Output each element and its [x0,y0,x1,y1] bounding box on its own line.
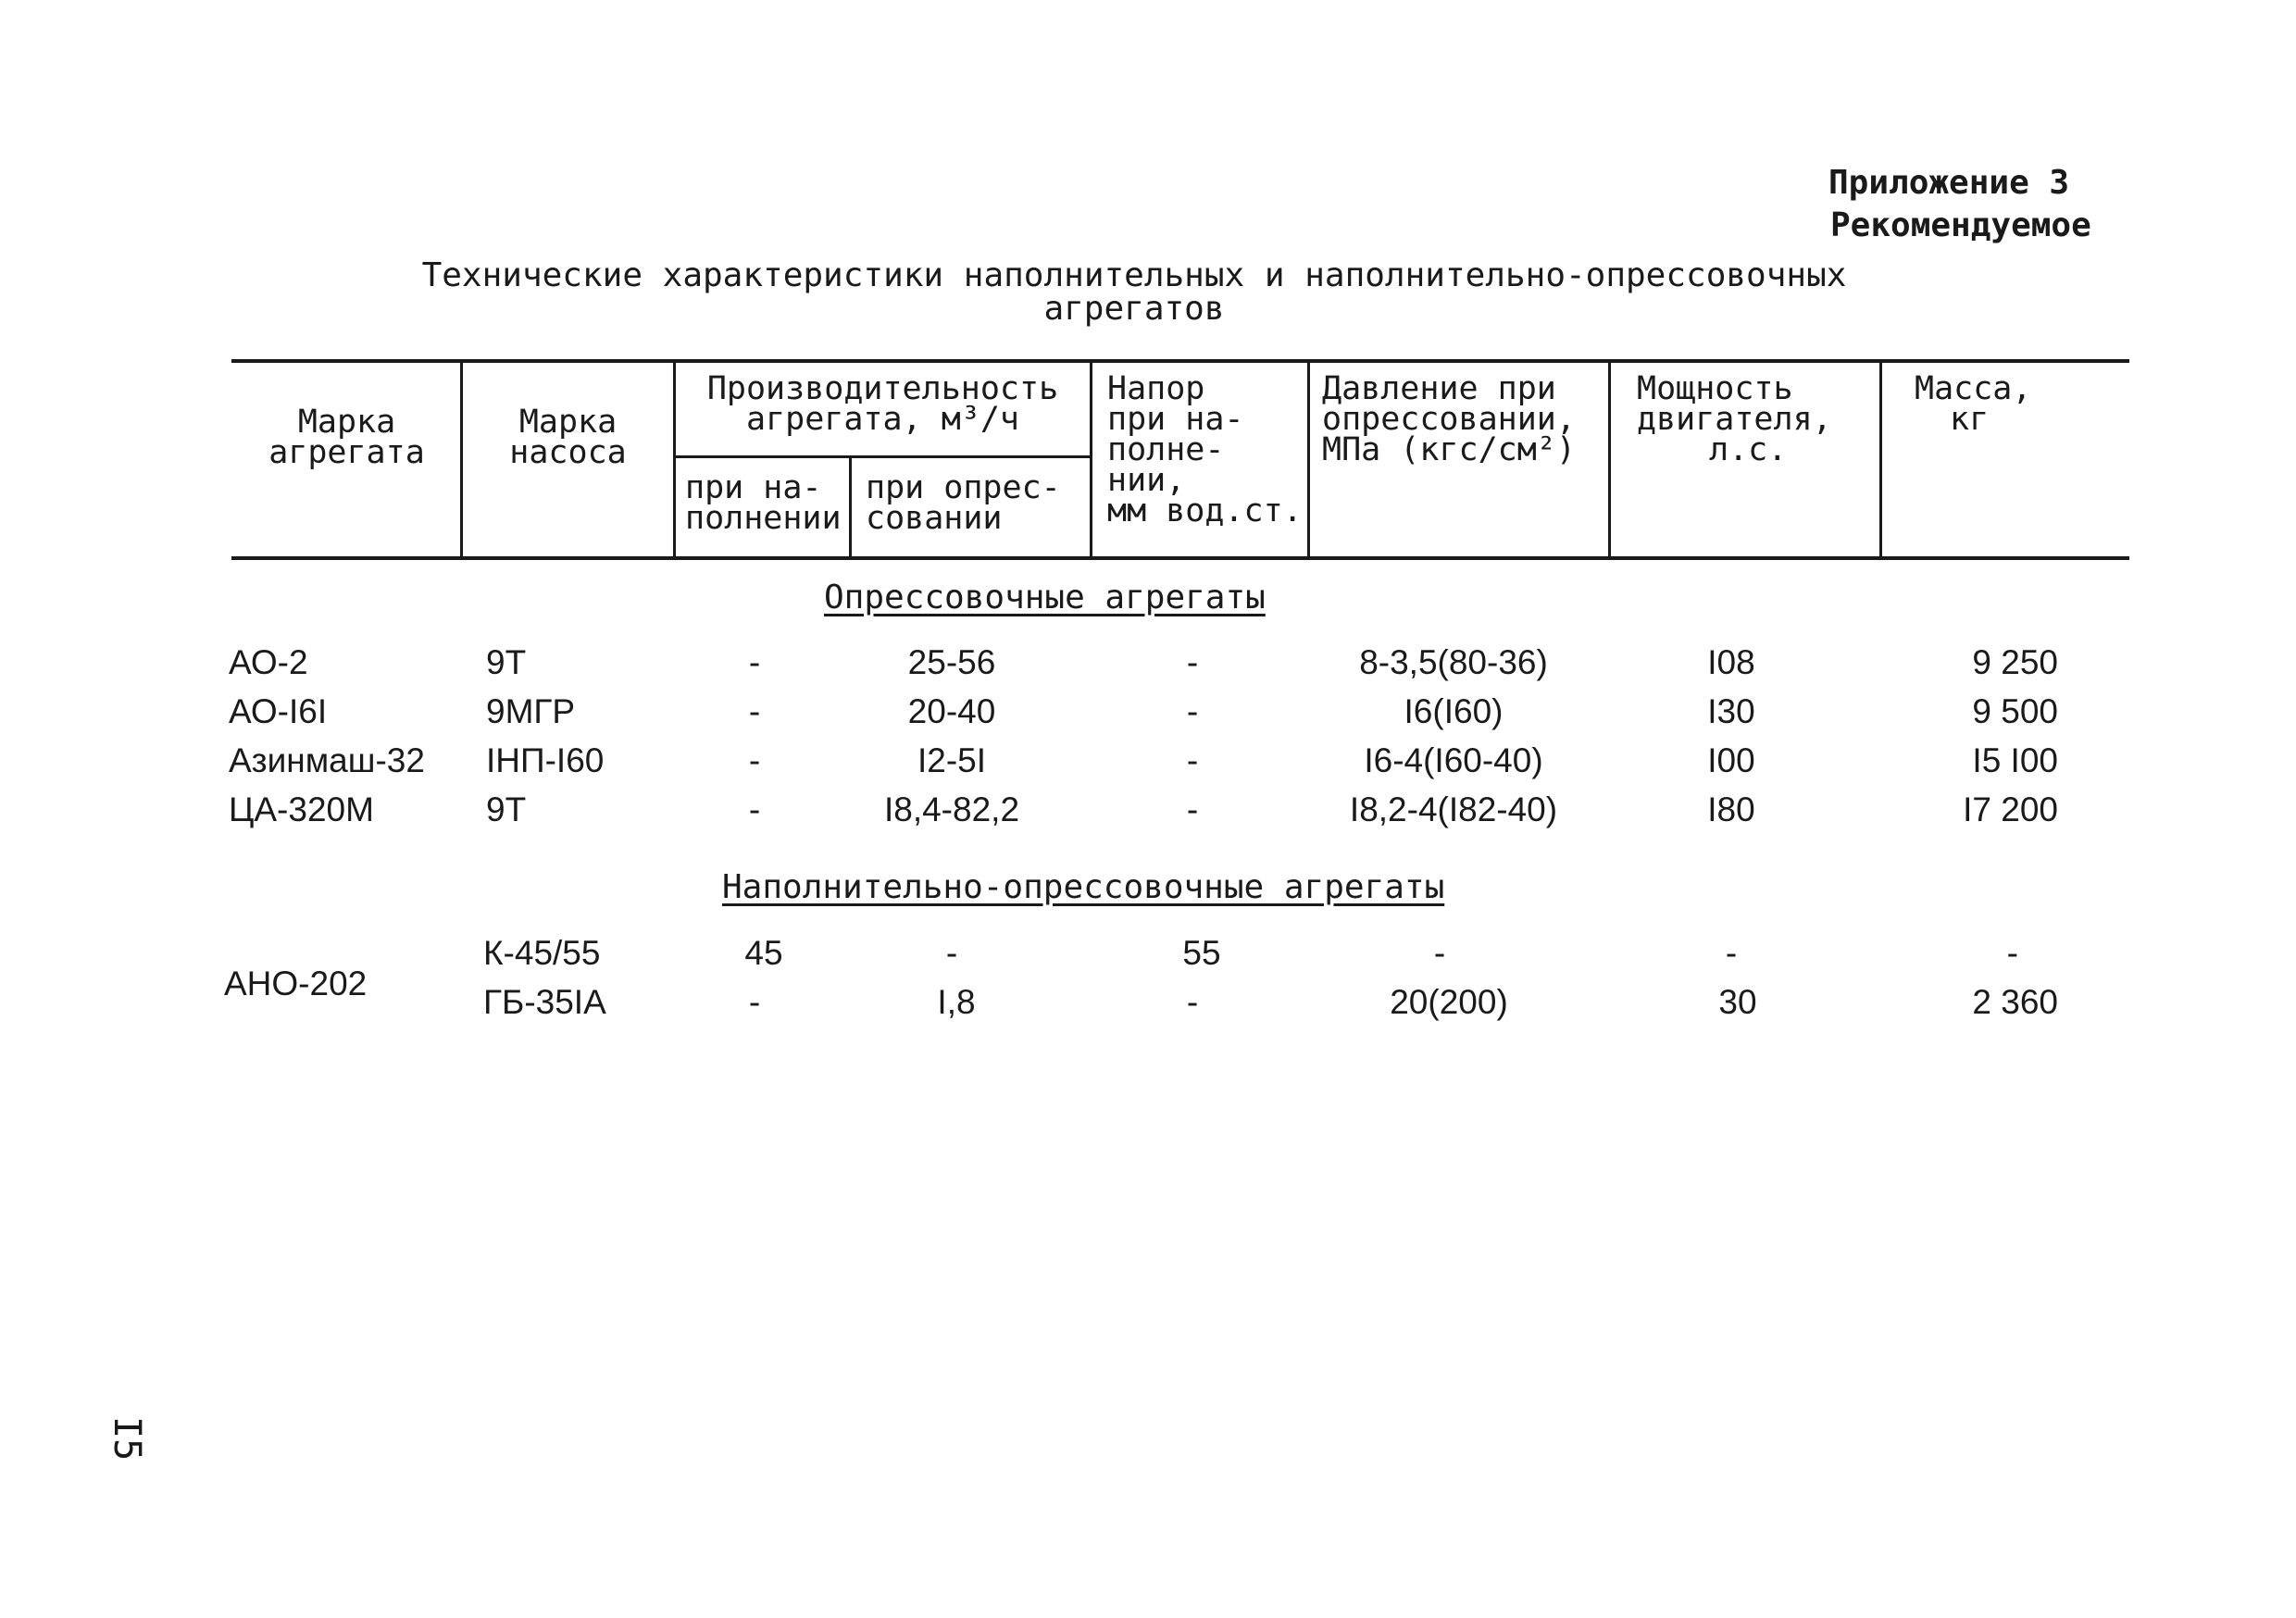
appendix-status: Рекомендуемое [1830,206,2091,244]
cell-head: - [1186,790,1199,828]
cell-press: 25-56 [907,643,996,681]
cell-pump: ГБ-35IА [483,983,606,1021]
cell-pressure: 8-3,5(80-36) [1359,643,1548,681]
cell-power: I30 [1707,692,1755,730]
header-capacity: Производительность агрегата, м³/ч [706,370,1059,438]
cell-fill: 45 [744,934,783,972]
cell-head: - [1186,692,1199,730]
cell-fill: - [748,741,761,779]
column-divider [1307,361,1310,558]
cell-power: 30 [1718,983,1757,1021]
column-divider [849,457,852,558]
cell-head: - [1186,643,1199,681]
column-divider [1090,361,1092,558]
cell-head: - [1186,741,1199,779]
cell-head: - [1186,983,1199,1021]
title-line-1: Технические характеристики наполнительных и наполнительно-опрессовочных [421,256,1847,294]
cell-press: I2-5I [917,741,987,779]
appendix-number: Приложение 3 [1828,164,2070,202]
cell-pump: 9Т [486,643,527,681]
section-title-pressure-units: Опрессовочные агрегаты [824,579,1266,616]
header-head: Напор при на- полне- нии, мм вод.ст. [1107,370,1303,529]
cell-unit: Азинмаш-32 [229,741,425,779]
cell-pressure: I8,2-4(I82-40) [1349,790,1558,828]
title-line-2: агрегатов [1043,290,1225,328]
cell-press: - [945,934,958,972]
header-pump-brand: Марка насоса [509,404,627,471]
cell-fill: - [748,643,761,681]
cell-unit: ЦА-320М [229,790,374,828]
cell-power: - [1725,934,1738,972]
cell-pump: К-45/55 [483,934,601,972]
header-capacity-press: при опрес- совании [866,469,1061,537]
cell-pump: IНП-I60 [486,741,605,779]
cell-mass: 9 500 [1972,692,2058,730]
cell-mass: 2 360 [1972,983,2058,1021]
cell-unit: АНО-202 [224,965,368,1002]
header-mass: Масса, кг [1915,370,2032,438]
cell-power: I08 [1707,643,1755,681]
cell-fill: - [748,983,761,1021]
cell-press: 20-40 [907,692,996,730]
cell-head: 55 [1182,934,1221,972]
cell-unit: АО-2 [229,643,308,681]
header-pressure: Давление при опрессовании, МПа (кгс/см²) [1322,370,1576,468]
capacity-sub-rule [675,455,1092,458]
cell-mass: I5 I00 [1972,741,2058,779]
cell-mass: - [2006,934,2018,972]
cell-pressure: - [1433,934,1446,972]
cell-unit: АО-I6I [229,692,328,730]
page-number: I5 [106,1416,148,1462]
table-header-bottom-rule [231,556,2129,560]
document-title [231,256,2037,328]
cell-power: I00 [1707,741,1755,779]
cell-mass: I7 200 [1963,790,2058,828]
cell-power: I80 [1707,790,1755,828]
cell-fill: - [748,790,761,828]
cell-pump: 9Т [486,790,527,828]
table-top-rule [231,359,2129,363]
header-power: Мощность двигателя, л.с. [1637,370,1832,468]
cell-press: I,8 [937,983,976,1021]
section-title-fill-press-units: Наполнительно-опрессовочные агрегаты [722,868,1445,906]
cell-pump: 9МГР [486,692,576,730]
appendix-label [1828,162,2091,247]
cell-pressure: I6(I60) [1404,692,1504,730]
header-unit-brand: Марка агрегата [268,404,425,471]
cell-pressure: 20(200) [1390,983,1508,1021]
cell-press: I8,4-82,2 [883,790,1020,828]
header-capacity-fill: при на- полнении [685,469,842,537]
cell-pressure: I6-4(I60-40) [1364,741,1543,779]
column-divider [1608,361,1611,558]
cell-mass: 9 250 [1972,643,2058,681]
cell-fill: - [748,692,761,730]
column-divider [1879,361,1882,558]
